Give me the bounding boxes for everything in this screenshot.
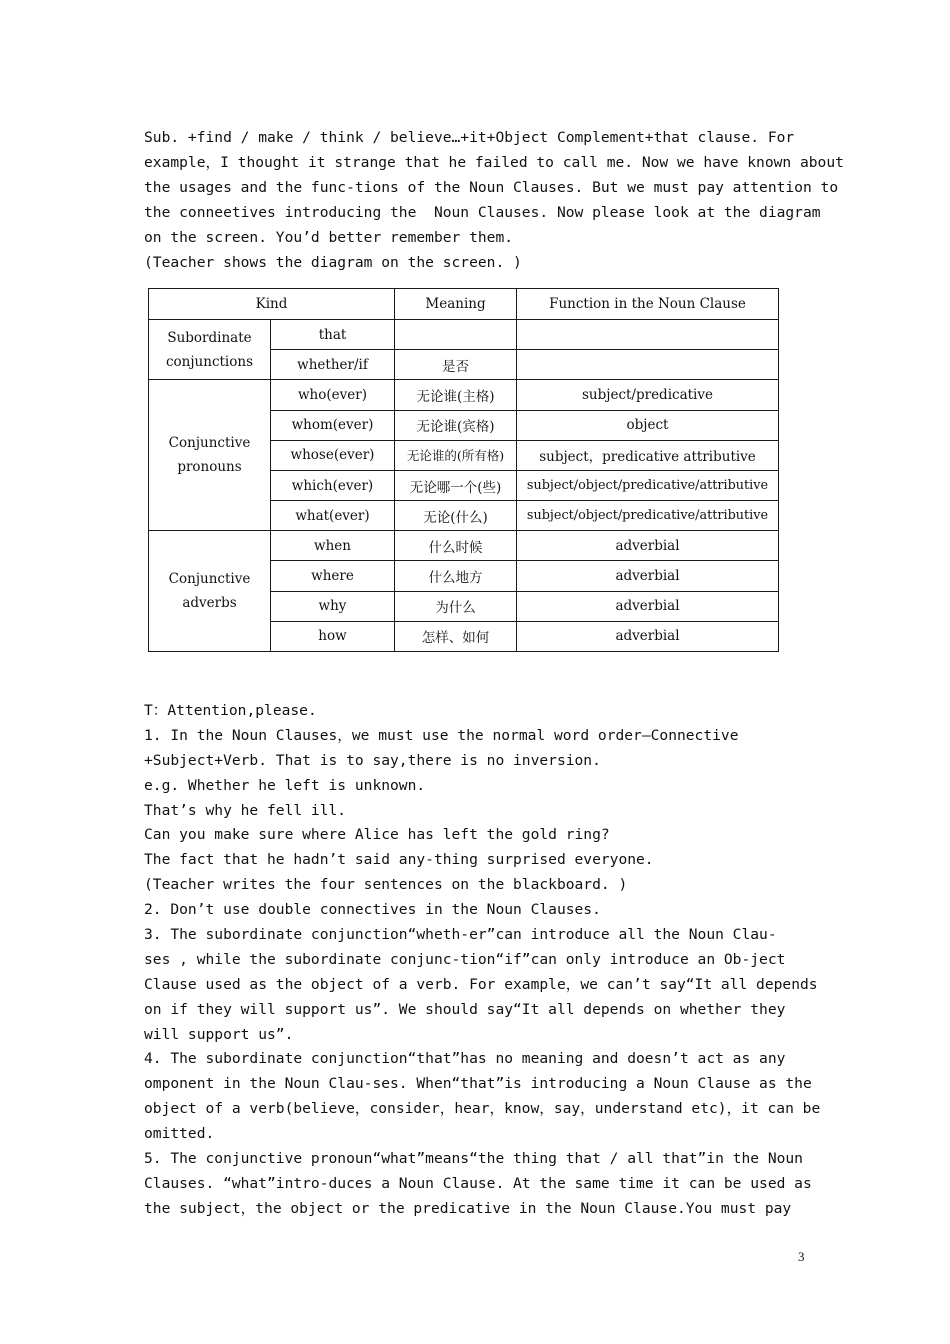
word-cell: whom(ever)	[271, 410, 395, 440]
connectives-table	[148, 288, 779, 652]
intro-line: on the screen. You’d better remember them.	[144, 229, 514, 246]
body-line: 5. The conjunctive pronoun“what”means“the thing that / all that”in the Noun	[144, 1150, 803, 1167]
header-kind: Kind	[149, 289, 395, 320]
meaning-cell: 怎样、如何	[395, 621, 517, 651]
word-cell: what(ever)	[271, 501, 395, 531]
intro-line: Sub. +find / make / think / believe…+it+Object Complement+that clause. For	[144, 129, 795, 146]
table-row	[149, 320, 779, 350]
word-cell: whose(ever)	[271, 440, 395, 470]
group-label-line: Conjunctive	[168, 435, 251, 452]
body-line: Clause used as the object of a verb. For example，we can’t say“It all depends	[144, 976, 818, 993]
function-cell: subject/object/predicative/attributive	[517, 501, 779, 531]
body-line: Clauses. “what”intro-duces a Noun Clause. At the same time it can be used as	[144, 1175, 812, 1192]
page-number: 3	[798, 1249, 805, 1264]
body-line: on if they will support us”. We should say“It all depends on whether they	[144, 1001, 786, 1018]
body-line: the subject，the object or the predicative in the Noun Clause.You must pay	[144, 1200, 792, 1217]
meaning-cell: 是否	[395, 350, 517, 380]
word-cell: which(ever)	[271, 470, 395, 500]
intro-line: the conneetives introducing the Noun Clauses. Now please look at the diagram	[144, 204, 821, 221]
table-row	[149, 380, 779, 410]
group-label-conjunctive-pronouns	[149, 380, 271, 531]
group-label-subordinate-conjunctions	[149, 320, 271, 380]
function-cell: adverbial	[517, 561, 779, 591]
meaning-cell: 无论(什么)	[395, 501, 517, 531]
function-cell: subject/object/predicative/attributive	[517, 470, 779, 500]
word-cell: who(ever)	[271, 380, 395, 410]
group-label-line: adverbs	[182, 595, 237, 612]
body-line: ses , while the subordinate conjunc-tion“if”can only introduce an Ob-ject	[144, 951, 786, 968]
group-label-line: Conjunctive	[168, 571, 251, 588]
function-cell: adverbial	[517, 591, 779, 621]
body-line: The fact that he hadn’t said any-thing surprised everyone.	[144, 851, 654, 868]
meaning-cell	[395, 320, 517, 350]
body-line: T：Attention,please.	[144, 702, 317, 719]
word-cell: that	[271, 320, 395, 350]
body-line: 3. The subordinate conjunction“wheth-er”can introduce all the Noun Clau-	[144, 926, 777, 943]
body-line: omponent in the Noun Clau-ses. When“that”is introducing a Noun Clause as the	[144, 1075, 812, 1092]
function-cell	[517, 320, 779, 350]
group-label-line: conjunctions	[165, 353, 253, 370]
body-line: will support us”.	[144, 1026, 294, 1043]
function-cell	[517, 350, 779, 380]
table-header-row	[149, 289, 779, 320]
group-label-line: pronouns	[177, 459, 242, 476]
header-meaning: Meaning	[395, 289, 517, 320]
word-cell: whether/if	[271, 350, 395, 380]
meaning-cell: 为什么	[395, 591, 517, 621]
intro-line: the usages and the func-tions of the Noun Clauses. But we must pay attention to	[144, 179, 839, 196]
table-row	[149, 531, 779, 561]
header-function: Function in the Noun Clause	[517, 289, 779, 320]
body-line: That’s why he fell ill.	[144, 802, 347, 819]
group-label-conjunctive-adverbs	[149, 531, 271, 652]
function-cell: subject/predicative	[517, 380, 779, 410]
body-line: 1. In the Noun Clauses，we must use the normal word order—Connective	[144, 727, 739, 744]
intro-line: (Teacher shows the diagram on the screen. )	[144, 254, 522, 271]
word-cell: where	[271, 561, 395, 591]
body-line: e.g. Whether he left is unknown.	[144, 777, 426, 794]
meaning-cell: 什么地方	[395, 561, 517, 591]
body-line: Can you make sure where Alice has left the gold ring?	[144, 826, 610, 843]
function-cell: adverbial	[517, 621, 779, 651]
word-cell: how	[271, 621, 395, 651]
meaning-cell: 无论谁(主格)	[395, 380, 517, 410]
intro-line: example，I thought it strange that he failed to call me. Now we have known about	[144, 154, 844, 171]
function-cell: object	[517, 410, 779, 440]
body-line: +Subject+Verb. That is to say,there is no inversion.	[144, 752, 601, 769]
word-cell: why	[271, 591, 395, 621]
body-line: 4. The subordinate conjunction“that”has no meaning and doesn’t act as any	[144, 1050, 786, 1067]
meaning-cell: 无论谁的(所有格)	[395, 440, 517, 470]
group-label-line: Subordinate	[167, 329, 252, 346]
word-cell: when	[271, 531, 395, 561]
function-cell: adverbial	[517, 531, 779, 561]
body-line: object of a verb(believe，consider，hear，know，say，understand etc)，it can be	[144, 1100, 821, 1117]
meaning-cell: 无论哪一个(些)	[395, 470, 517, 500]
meaning-cell: 无论谁(宾格)	[395, 410, 517, 440]
meaning-cell: 什么时候	[395, 531, 517, 561]
function-cell: subject，predicative attributive	[517, 440, 779, 470]
body-line: omitted.	[144, 1125, 215, 1142]
body-line: 2. Don’t use double connectives in the Noun Clauses.	[144, 901, 601, 918]
body-line: (Teacher writes the four sentences on the blackboard. )	[144, 876, 628, 893]
